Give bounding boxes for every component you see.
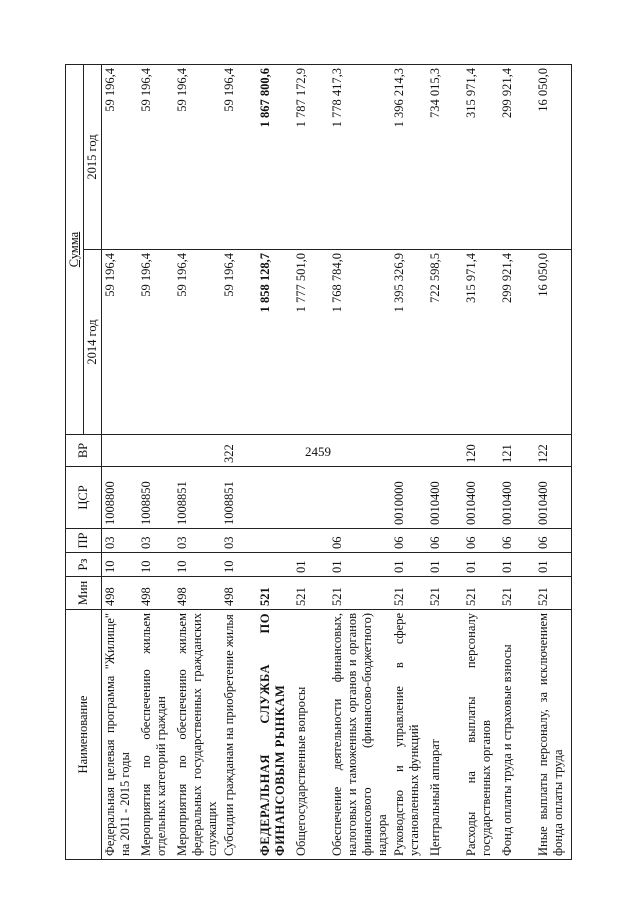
table-row — [293, 65, 329, 860]
row-amount-2014: 315 971,4 — [463, 250, 499, 435]
table-header — [66, 65, 102, 860]
row-name: Мероприятия по обеспечению жильем федеральных государственных гражданских служащих — [174, 610, 221, 860]
rotated-table-wrapper — [65, 65, 585, 860]
table-row — [427, 65, 463, 860]
row-amount-2014: 59 196,4 — [102, 250, 139, 435]
row-min: 521 — [391, 577, 427, 610]
row-csr — [257, 467, 293, 529]
row-amount-2015: 1 396 214,3 — [391, 65, 427, 250]
row-name: Центральный аппарат — [427, 610, 463, 860]
row-amount-2014: 1 768 784,0 — [329, 250, 391, 435]
row-min: 521 — [293, 577, 329, 610]
row-min: 498 — [221, 577, 257, 610]
table-row — [391, 65, 427, 860]
row-amount-2015: 16 050,0 — [535, 65, 572, 250]
row-amount-2014: 59 196,4 — [221, 250, 257, 435]
row-rz: 01 — [499, 553, 535, 577]
row-amount-2014: 1 777 501,0 — [293, 250, 329, 435]
row-amount-2014: 59 196,4 — [174, 250, 221, 435]
row-pr: 03 — [102, 529, 139, 553]
row-rz: 01 — [293, 553, 329, 577]
row-vr — [329, 435, 391, 467]
row-pr: 06 — [329, 529, 391, 553]
row-vr — [138, 435, 174, 467]
row-pr: 03 — [221, 529, 257, 553]
row-name: Руководство и управление в сфере установленных функций — [391, 610, 427, 860]
row-min: 521 — [499, 577, 535, 610]
row-min: 521 — [535, 577, 572, 610]
row-rz: 01 — [427, 553, 463, 577]
row-vr: 120 — [463, 435, 499, 467]
row-name: Федеральная целевая программа "Жилище" на 2011 - 2015 годы — [102, 610, 139, 860]
row-name: Расходы на выплаты персоналу государственных органов — [463, 610, 499, 860]
row-csr: 1008851 — [174, 467, 221, 529]
header-sum: Сумма — [66, 65, 84, 435]
row-pr: 03 — [174, 529, 221, 553]
budget-table — [65, 64, 572, 860]
row-amount-2014: 1 395 326,9 — [391, 250, 427, 435]
row-amount-2014: 299 921,4 — [499, 250, 535, 435]
page-number: 2459 — [305, 444, 331, 459]
row-rz: 10 — [174, 553, 221, 577]
row-vr — [427, 435, 463, 467]
row-amount-2014: 59 196,4 — [138, 250, 174, 435]
header-2014: 2014 год — [84, 250, 102, 435]
row-csr: 1008850 — [138, 467, 174, 529]
row-rz: 01 — [329, 553, 391, 577]
row-csr: 0010400 — [499, 467, 535, 529]
row-csr: 0010400 — [427, 467, 463, 529]
row-amount-2015: 1 787 172,9 — [293, 65, 329, 250]
row-amount-2014: 16 050,0 — [535, 250, 572, 435]
header-2015: 2015 год — [84, 65, 102, 250]
row-csr — [329, 467, 391, 529]
row-name: Общегосударственные вопросы — [293, 610, 329, 860]
row-min: 498 — [174, 577, 221, 610]
row-vr: 322 — [221, 435, 257, 467]
row-name: ФЕДЕРАЛЬНАЯ СЛУЖБА ПО ФИНАНСОВЫМ РЫНКАМ — [257, 610, 293, 860]
header-rz: Рз — [66, 553, 102, 577]
row-vr: 121 — [499, 435, 535, 467]
row-csr: 0010400 — [463, 467, 499, 529]
row-vr — [102, 435, 139, 467]
row-amount-2015: 1 778 417,3 — [329, 65, 391, 250]
row-pr — [293, 529, 329, 553]
row-name: Субсидии гражданам на приобретение жилья — [221, 610, 257, 860]
table-row — [329, 65, 391, 860]
row-csr: 1008800 — [102, 467, 139, 529]
row-amount-2015: 59 196,4 — [221, 65, 257, 250]
row-rz: 01 — [463, 553, 499, 577]
row-rz: 01 — [391, 553, 427, 577]
table-row — [138, 65, 174, 860]
row-amount-2015: 315 971,4 — [463, 65, 499, 250]
row-vr — [174, 435, 221, 467]
header-csr: ЦСР — [66, 467, 102, 529]
row-min: 521 — [427, 577, 463, 610]
row-min: 521 — [329, 577, 391, 610]
row-min: 521 — [257, 577, 293, 610]
row-vr — [391, 435, 427, 467]
row-amount-2015: 59 196,4 — [138, 65, 174, 250]
header-pr: ПР — [66, 529, 102, 553]
row-amount-2014: 1 858 128,7 — [257, 250, 293, 435]
row-amount-2015: 734 015,3 — [427, 65, 463, 250]
row-rz — [257, 553, 293, 577]
row-pr: 03 — [138, 529, 174, 553]
header-vr: ВР — [66, 435, 102, 467]
row-min: 498 — [102, 577, 139, 610]
table-row — [102, 65, 139, 860]
row-rz: 10 — [221, 553, 257, 577]
table-row — [221, 65, 257, 860]
header-min: Мин — [66, 577, 102, 610]
row-rz: 10 — [102, 553, 139, 577]
row-pr: 06 — [427, 529, 463, 553]
table-body — [102, 65, 572, 860]
row-pr — [257, 529, 293, 553]
row-vr — [293, 435, 329, 467]
table-row — [463, 65, 499, 860]
row-amount-2015: 59 196,4 — [174, 65, 221, 250]
row-pr: 06 — [463, 529, 499, 553]
row-name: Обеспечение деятельности финансовых, налоговых и таможенных органов и органов финансового (финансово-бюджетного) надзора — [329, 610, 391, 860]
row-amount-2015: 1 867 800,6 — [257, 65, 293, 250]
row-min: 498 — [138, 577, 174, 610]
row-amount-2015: 59 196,4 — [102, 65, 139, 250]
row-pr: 06 — [391, 529, 427, 553]
row-name: Фонд оплаты труда и страховые взносы — [499, 610, 535, 860]
table-row — [174, 65, 221, 860]
row-csr: 0010400 — [535, 467, 572, 529]
row-min: 521 — [463, 577, 499, 610]
row-pr: 06 — [499, 529, 535, 553]
row-amount-2014: 722 598,5 — [427, 250, 463, 435]
table-row — [499, 65, 535, 860]
row-rz: 10 — [138, 553, 174, 577]
row-csr: 1008851 — [221, 467, 257, 529]
row-csr: 0010000 — [391, 467, 427, 529]
row-vr: 122 — [535, 435, 572, 467]
header-name: Наименование — [66, 610, 102, 860]
table-row — [535, 65, 572, 860]
row-vr — [257, 435, 293, 467]
row-name: Мероприятия по обеспечению жильем отдельных категорий граждан — [138, 610, 174, 860]
row-csr — [293, 467, 329, 529]
row-rz: 01 — [535, 553, 572, 577]
row-name: Иные выплаты персоналу, за исключением фонда оплаты труда — [535, 610, 572, 860]
row-pr: 06 — [535, 529, 572, 553]
table-row — [257, 65, 293, 860]
row-amount-2015: 299 921,4 — [499, 65, 535, 250]
